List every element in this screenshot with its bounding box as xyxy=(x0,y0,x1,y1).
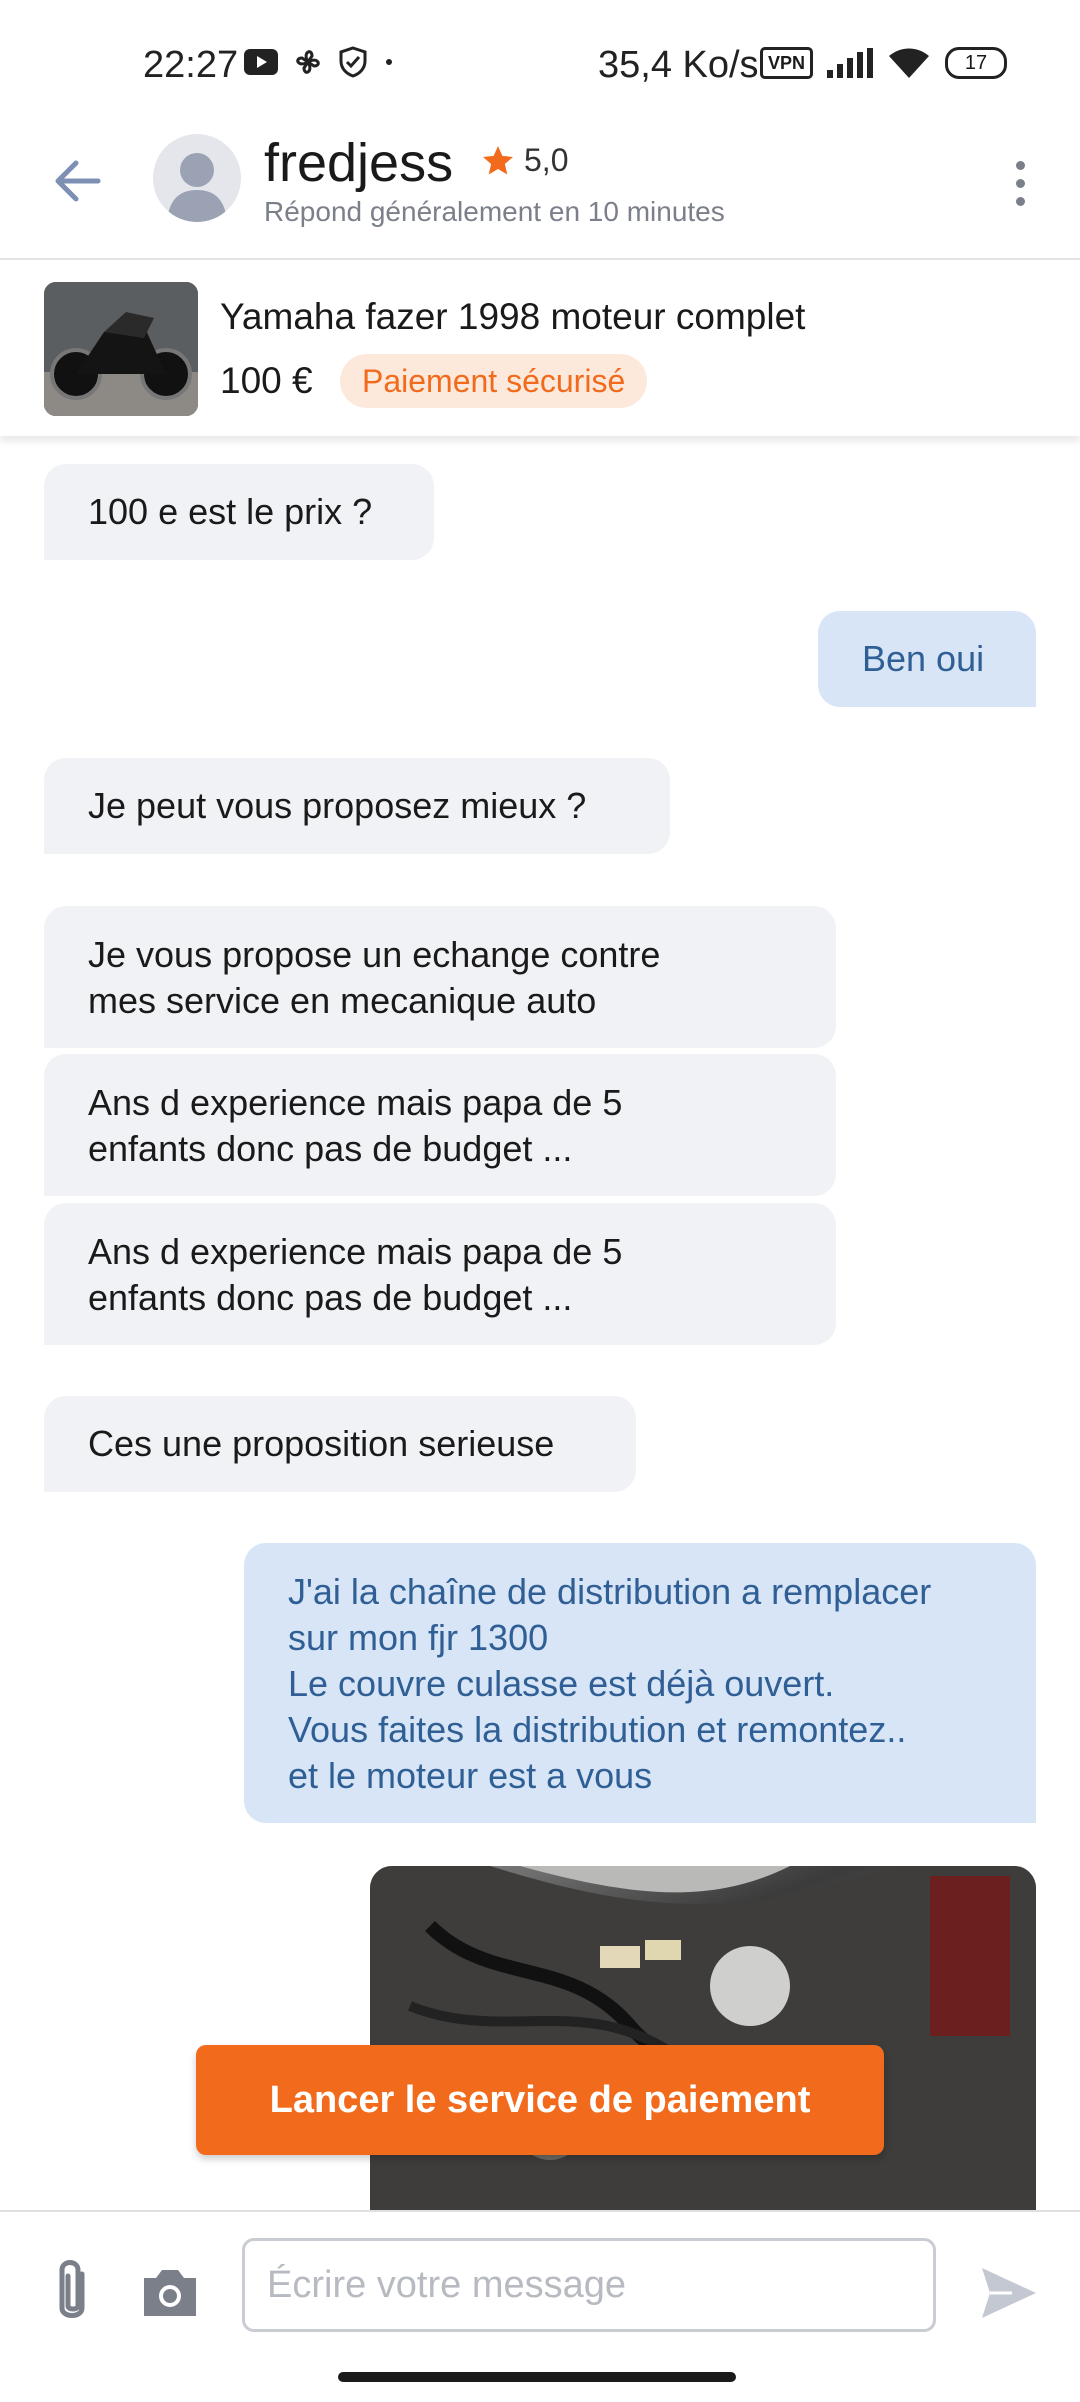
message-bubble xyxy=(244,1543,1036,1823)
signal-icon xyxy=(827,48,873,78)
message-text-line: et le moteur est a vous xyxy=(288,1755,653,1796)
more-vertical-icon xyxy=(1016,161,1025,170)
message-bubble xyxy=(44,464,434,560)
status-icons-left xyxy=(244,46,396,78)
camera-button[interactable] xyxy=(140,2264,200,2320)
home-indicator[interactable] xyxy=(338,2372,736,2382)
network-speed: 35,4 Ko/s xyxy=(598,44,759,86)
message-text: Ben oui xyxy=(862,638,985,679)
message-text-line: Le couvre culasse est déjà ouvert. xyxy=(288,1663,835,1704)
motorcycle-image xyxy=(44,282,198,416)
listing-card[interactable] xyxy=(0,260,1080,436)
start-payment-button[interactable]: Lancer le service de paiement xyxy=(196,2045,884,2155)
rating-value: 5,0 xyxy=(524,142,569,178)
message-input[interactable] xyxy=(242,2238,936,2332)
user-silhouette-icon xyxy=(153,134,241,222)
contact-name[interactable]: fredjess xyxy=(264,133,454,193)
message-bubble xyxy=(818,611,1036,707)
star-icon xyxy=(480,143,516,179)
youtube-icon xyxy=(244,49,278,75)
message-text-line: mes service en mecanique auto xyxy=(88,980,597,1021)
listing-title: Yamaha fazer 1998 moteur complet xyxy=(220,296,806,337)
message-text-line: enfants donc pas de budget ... xyxy=(88,1128,573,1169)
message-bubble xyxy=(44,1396,636,1492)
dot-icon xyxy=(382,55,396,69)
message-text-line: Ans d experience mais papa de 5 xyxy=(88,1231,623,1272)
image-message[interactable] xyxy=(370,1866,1036,2210)
status-bar xyxy=(0,0,1080,120)
message-bubble xyxy=(44,906,836,1048)
vpn-icon: VPN xyxy=(760,47,813,79)
listing-price: 100 € xyxy=(220,360,313,401)
message-text-line: Je vous propose un echange contre xyxy=(88,934,661,975)
battery-icon: 17 xyxy=(945,47,1007,79)
more-vertical-icon-dot xyxy=(1016,179,1025,188)
more-vertical-icon-dot xyxy=(1016,197,1025,206)
message-text-line: sur mon fjr 1300 xyxy=(288,1617,549,1658)
avatar[interactable] xyxy=(153,134,241,222)
paperclip-icon xyxy=(46,2256,98,2330)
message-bubble xyxy=(44,1203,836,1345)
engine-photo xyxy=(370,1866,1036,2210)
message-composer xyxy=(0,2210,1080,2402)
listing-thumbnail xyxy=(44,282,198,416)
message-text-line: enfants donc pas de budget ... xyxy=(88,1277,573,1318)
secure-payment-badge: Paiement sécurisé xyxy=(340,354,647,408)
shield-icon xyxy=(338,46,368,78)
wifi-icon xyxy=(887,46,931,80)
back-button[interactable] xyxy=(44,148,110,214)
message-text-line: Vous faites la distribution et remontez.. xyxy=(288,1709,907,1750)
response-time-note: Répond généralement en 10 minutes xyxy=(264,196,725,227)
message-text-line: J'ai la chaîne de distribution a remplacer xyxy=(288,1571,932,1612)
send-button[interactable] xyxy=(978,2262,1040,2324)
send-icon xyxy=(978,2262,1040,2324)
chat-header xyxy=(0,120,1080,260)
rating xyxy=(480,142,568,179)
message-text: Je peut vous proposez mieux ? xyxy=(88,785,587,826)
attach-button[interactable] xyxy=(46,2256,98,2330)
more-options-button[interactable] xyxy=(1000,150,1040,216)
status-icons-right xyxy=(760,46,1007,80)
message-text: Ces une proposition serieuse xyxy=(88,1423,555,1464)
status-time: 22:27 xyxy=(143,44,239,86)
message-bubble xyxy=(44,758,670,854)
message-bubble xyxy=(44,1054,836,1196)
camera-icon xyxy=(140,2264,200,2320)
fan-icon xyxy=(292,46,324,78)
message-text: 100 e est le prix ? xyxy=(88,491,373,532)
message-text-line: Ans d experience mais papa de 5 xyxy=(88,1082,623,1123)
back-arrow-icon xyxy=(52,159,102,203)
